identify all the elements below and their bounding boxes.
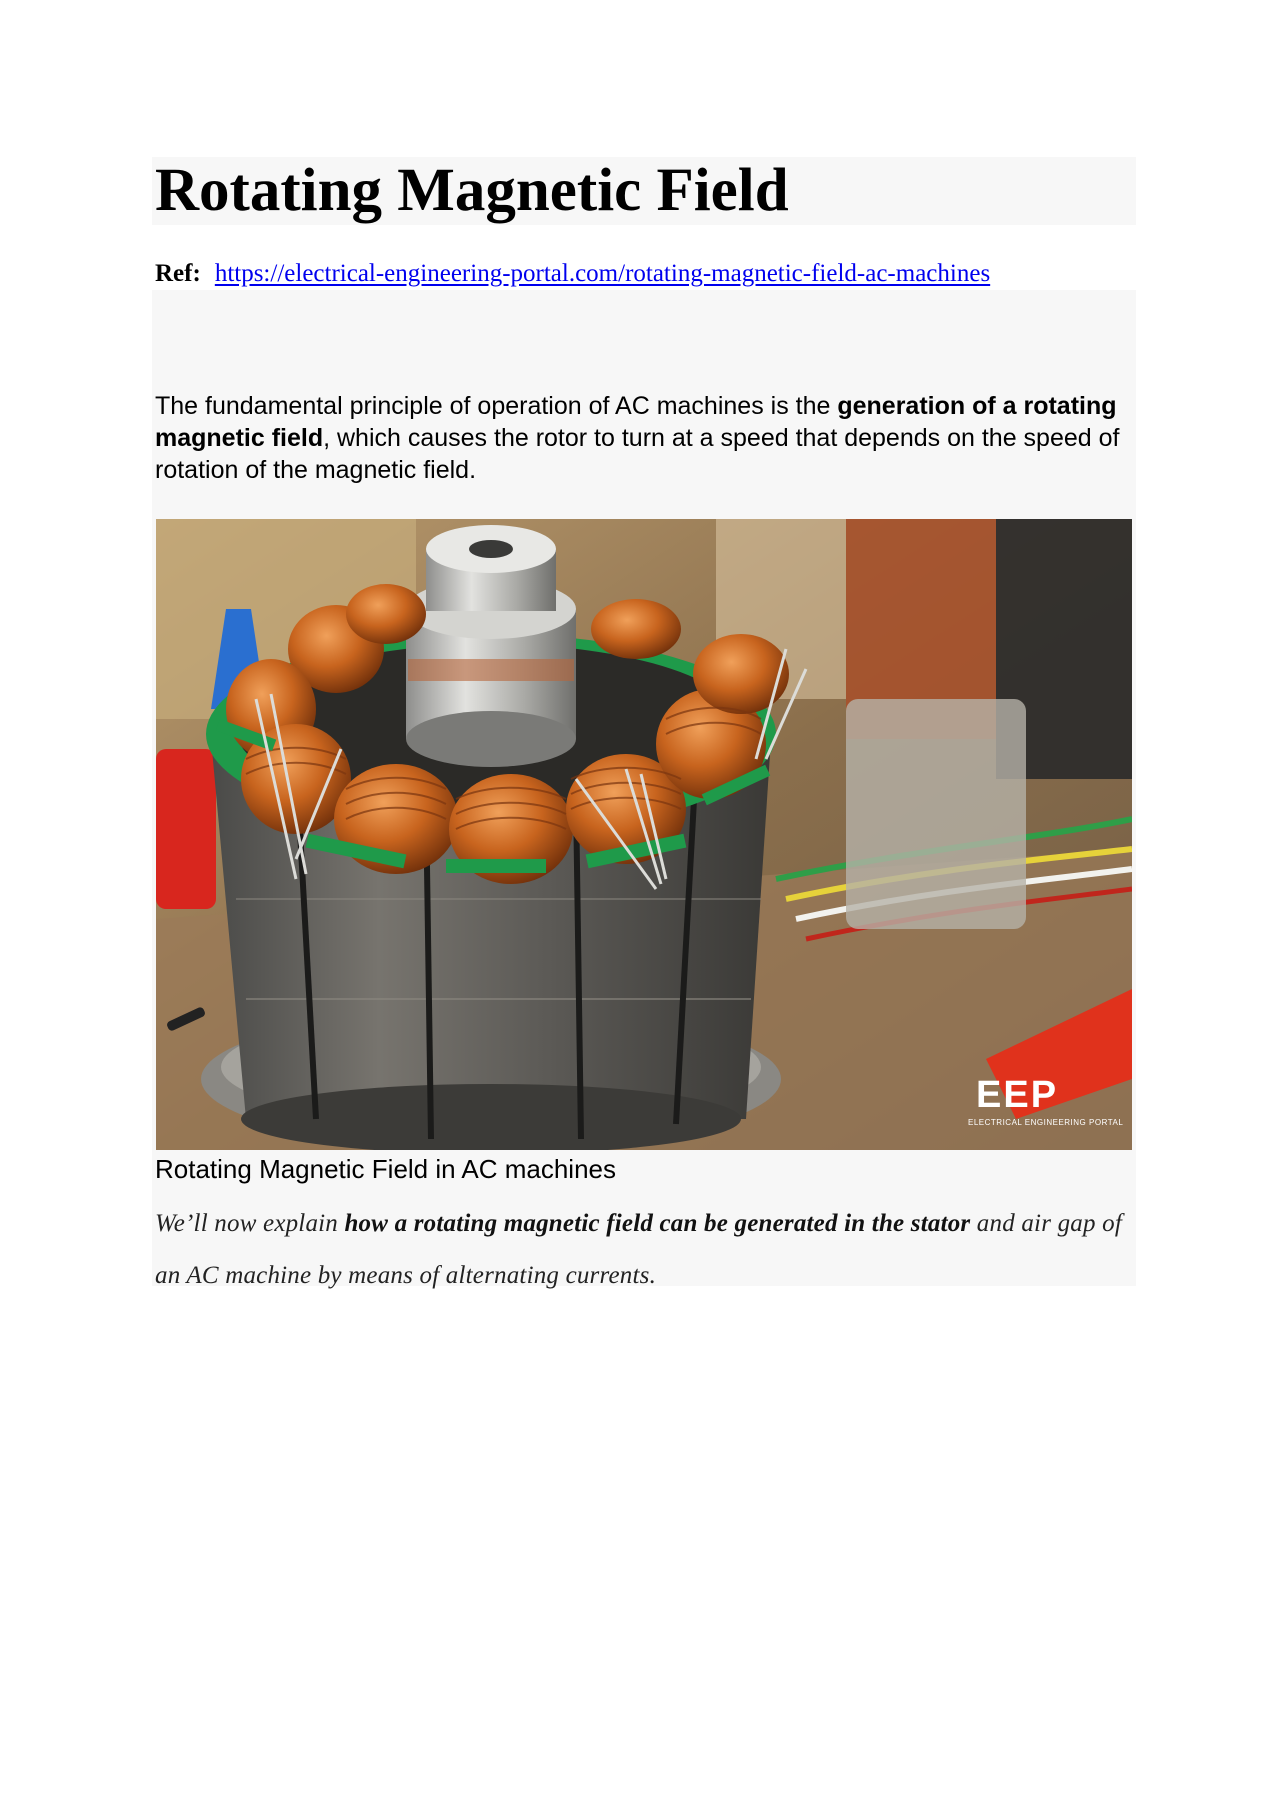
reference-line (155, 258, 990, 290)
page-title: Rotating Magnetic Field (155, 157, 789, 224)
intro-paragraph (155, 390, 1135, 486)
logo-subtext: ELECTRICAL ENGINEERING PORTAL (968, 1118, 1124, 1127)
reference-link[interactable]: https://electrical-engineering-portal.com/rotating-magnetic-field-ac-machines (214, 260, 991, 287)
explain-paragraph (155, 1198, 1140, 1302)
figure-caption: Rotating Magnetic Field in AC machines (155, 1154, 617, 1184)
explain-bold-text: how a rotating magnetic field can be generated in the stator (344, 1210, 971, 1237)
logo-text: EEP (976, 1074, 1059, 1116)
stator-photo (156, 519, 1132, 1150)
intro-text-2: , which causes the rotor to turn at a speed that depends on the speed of rotation of the magnetic field. (155, 424, 1120, 484)
intro-text-1: The fundamental principle of operation of AC machines is the (155, 392, 838, 420)
stator-illustration (156, 519, 1132, 1150)
ref-label: Ref: (155, 260, 201, 287)
explain-text-2: and air gap of an AC machine by means of alternating currents. (155, 1210, 1122, 1289)
intro-bold-text: generation of a rotating magnetic field (155, 392, 1117, 452)
explain-text-1: We’ll now explain (155, 1210, 345, 1237)
